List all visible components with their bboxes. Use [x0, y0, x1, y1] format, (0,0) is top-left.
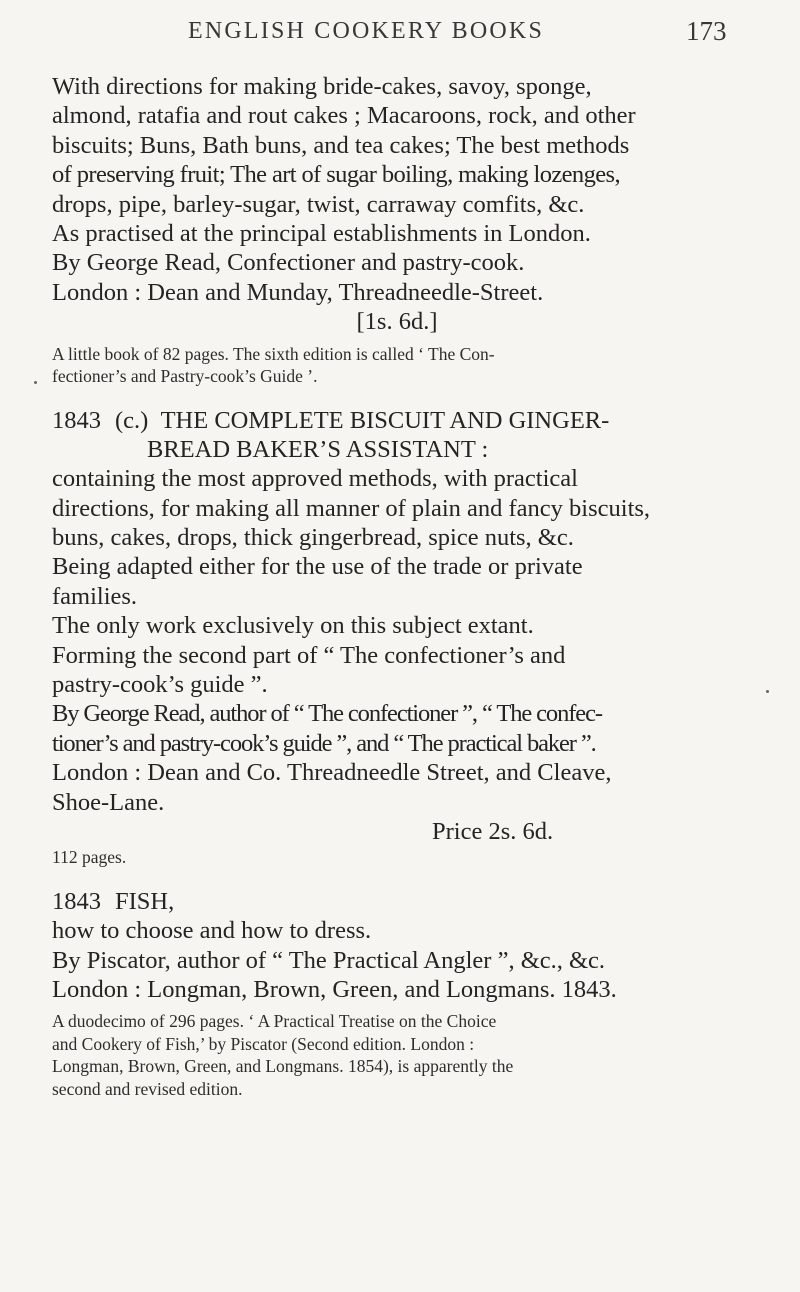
entry-note: A little book of 82 pages. The sixth edition is called ‘ The Con-	[52, 343, 495, 364]
entry-line: London : Dean and Co. Threadneedle Street, and Cleave,	[52, 759, 612, 787]
entry-line: tioner’s and pastry-cook’s guide ”, and “ The practical baker ”.	[52, 729, 596, 757]
entry-line: Being adapted either for the use of the trade or private	[52, 553, 583, 581]
entry-line: pastry-cook’s guide ”.	[52, 671, 268, 699]
entry-price: Price 2s. 6d.	[432, 817, 554, 845]
paper-speck	[766, 690, 769, 693]
entry-line: drops, pipe, barley-sugar, twist, carraway comfits, &c.	[52, 190, 585, 218]
entry-biscuit-baker	[52, 406, 742, 869]
paper-speck	[34, 381, 37, 384]
entry-line: how to choose and how to dress.	[52, 917, 372, 945]
entry-line: Shoe-Lane.	[52, 788, 165, 816]
entry-line: By Piscator, author of “ The Practical Angler ”, &c., &c.	[52, 946, 606, 974]
entry-title-continued: BREAD BAKER’S ASSISTANT :	[147, 435, 489, 463]
entry-fish	[52, 887, 742, 1101]
entry-note: second and revised edition.	[52, 1078, 243, 1099]
entry-title: FISH,	[115, 887, 175, 915]
entry-year: 1843	[52, 406, 101, 434]
entry-line: By George Read, Confectioner and pastry-cook.	[52, 249, 525, 277]
entry-year: 1843	[52, 887, 101, 915]
entry-line: almond, ratafia and rout cakes ; Macaroons, rock, and other	[52, 102, 636, 130]
page-body	[52, 72, 742, 1100]
entry-line: directions, for making all manner of plain and fancy biscuits,	[52, 494, 651, 522]
entry-line: By George Read, author of “ The confectioner ”, “ The confec-	[52, 700, 602, 728]
entry-heading	[52, 406, 742, 435]
entry-line: London : Longman, Brown, Green, and Longmans. 1843.	[52, 976, 617, 1004]
entry-note: A duodecimo of 296 pages. ‘ A Practical Treatise on the Choice	[52, 1011, 497, 1032]
entry-line: containing the most approved methods, with practical	[52, 465, 578, 493]
entry-note: fectioner’s and Pastry-cook’s Guide ’.	[52, 366, 318, 387]
entry-line: With directions for making bride-cakes, savoy, sponge,	[52, 73, 592, 100]
entry-price: [1s. 6d.]	[356, 308, 438, 336]
running-title: ENGLISH COOKERY BOOKS	[188, 18, 544, 44]
entry-title: THE COMPLETE BISCUIT AND GINGER-	[160, 406, 610, 434]
page-header	[0, 14, 800, 54]
entry-line: buns, cakes, drops, thick gingerbread, spice nuts, &c.	[52, 524, 574, 552]
entry-line: London : Dean and Munday, Threadneedle-Street.	[52, 278, 544, 306]
entry-line: of preserving fruit; The art of sugar boiling, making lozenges,	[52, 161, 620, 189]
entry-line: The only work exclusively on this subject extant.	[52, 612, 534, 640]
entry-line: As practised at the principal establishments in London.	[52, 219, 591, 247]
entry-note: and Cookery of Fish,’ by Piscator (Second edition. London :	[52, 1033, 475, 1054]
entry-page-count: 112 pages.	[52, 847, 127, 868]
entry-line: Forming the second part of “ The confectioner’s and	[52, 641, 566, 669]
entry-line: families.	[52, 582, 138, 610]
entry-heading	[52, 887, 742, 916]
entry-bride-cakes	[52, 72, 742, 388]
entry-note: Longman, Brown, Green, and Longmans. 1854), is apparently the	[52, 1056, 514, 1077]
entry-date-mark: (c.)	[115, 406, 149, 434]
entry-line: biscuits; Buns, Bath buns, and tea cakes; The best methods	[52, 131, 630, 159]
page-number: 173	[686, 16, 727, 46]
